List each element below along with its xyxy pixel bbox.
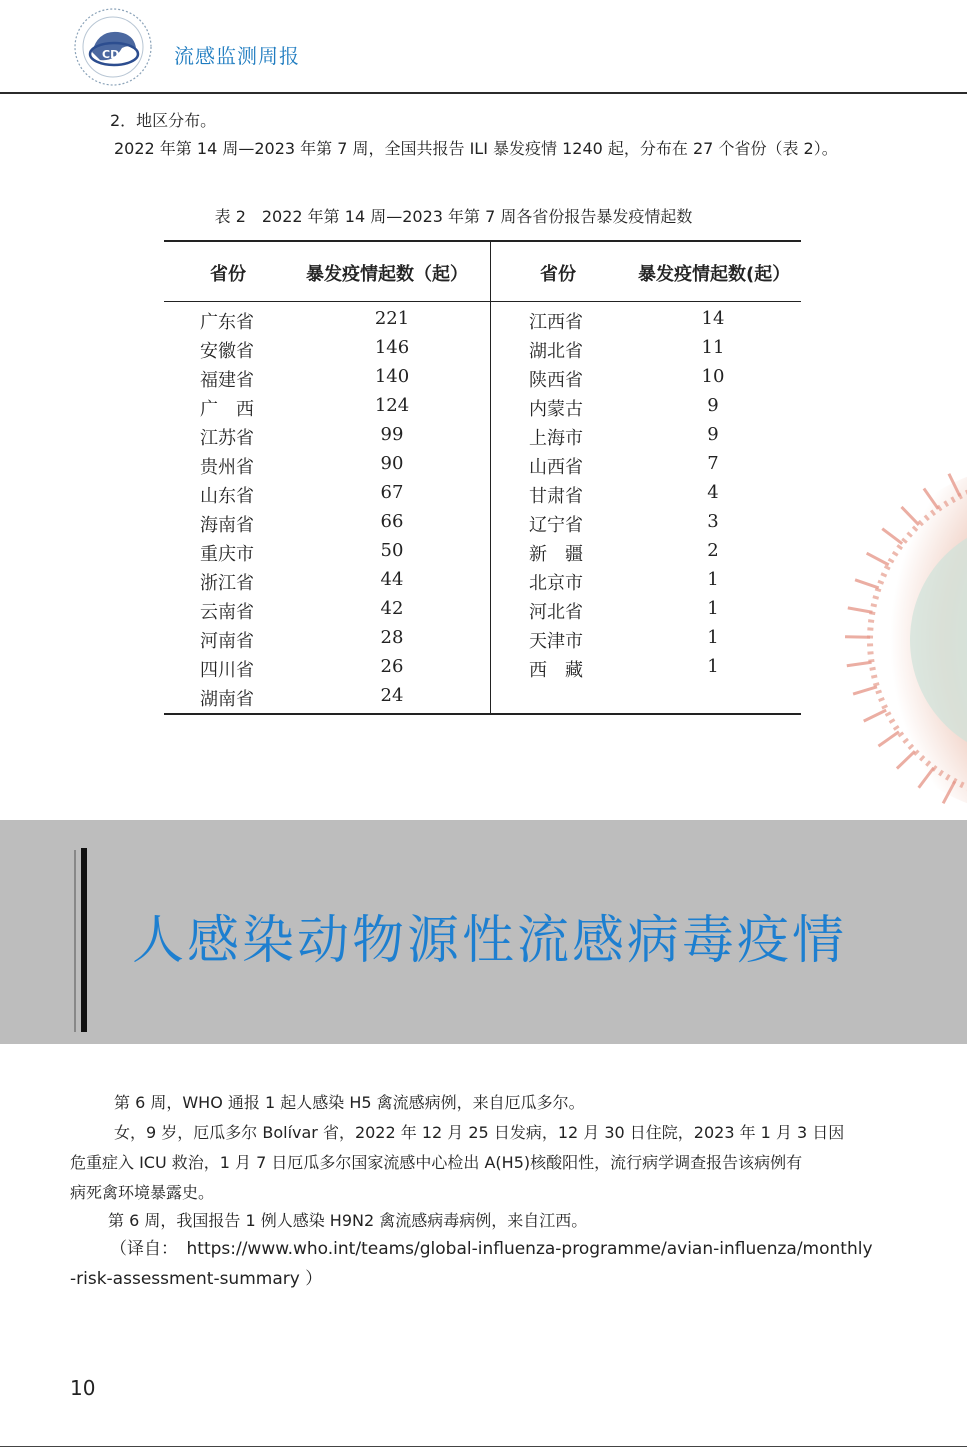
province-cell-right: 甘肃省 <box>529 486 583 507</box>
banner-accent-thick <box>81 848 87 1032</box>
count-cell-right: 14 <box>701 308 725 329</box>
body-paragraph-2-line-2: 危重症入 ICU 救治，1 月 7 日厄瓜多尔国家流感中心检出 A(H5)核酸阳性，流行病学调查报告该病例有 <box>70 1153 803 1172</box>
table-top-rule <box>164 240 801 242</box>
province-cell-left: 海南省 <box>200 515 254 536</box>
header-divider <box>0 92 967 94</box>
body-paragraph-2-line-1: 女，9 岁，厄瓜多尔 Bolívar 省，2022 年 12 月 25 日发病，12 月 30 日住院，2023 年 1 月 3 日因 <box>114 1123 845 1142</box>
count-cell-left: 26 <box>380 656 404 677</box>
footer-divider <box>0 1446 967 1447</box>
province-cell-left: 四川省 <box>200 660 254 681</box>
province-cell-right: 湖北省 <box>529 341 583 362</box>
count-cell-left: 221 <box>374 308 410 329</box>
body-paragraph-3: 第 6 周，我国报告 1 例人感染 H9N2 禽流感病毒病例，来自江西。 <box>108 1211 588 1230</box>
province-cell-right: 河北省 <box>529 602 583 623</box>
province-cell-left: 山东省 <box>200 486 254 507</box>
count-cell-left: 24 <box>380 685 404 706</box>
province-cell-left: 广东省 <box>200 312 254 333</box>
province-cell-right: 陕西省 <box>529 370 583 391</box>
source-link-line-1[interactable]: （译自： https://www.who.int/teams/global-influenza-programme/avian-influenza/monthly <box>110 1239 873 1259</box>
virus-illustration-icon <box>800 470 967 830</box>
header-province-right: 省份 <box>540 264 576 285</box>
province-cell-left: 江苏省 <box>200 428 254 449</box>
province-cell-left: 重庆市 <box>200 544 254 565</box>
section-heading: 2．地区分布。 <box>110 111 217 130</box>
banner-title: 人感染动物源性流感病毒疫情 <box>132 911 848 971</box>
outbreak-table <box>164 240 801 716</box>
count-cell-left: 44 <box>380 569 404 590</box>
count-cell-left: 66 <box>380 511 404 532</box>
header-title: 流感监测周报 <box>174 44 300 68</box>
count-cell-right: 9 <box>707 424 719 445</box>
count-cell-right: 10 <box>701 366 725 387</box>
page-number: 10 <box>70 1376 96 1400</box>
section-summary: 2022 年第 14 周—2023 年第 7 周，全国共报告 ILI 暴发疫情 1240 起，分布在 27 个省份（表 2）。 <box>114 139 838 158</box>
source-link-line-2[interactable]: -risk-assessment-summary ） <box>70 1269 323 1289</box>
table-column-divider <box>490 240 491 715</box>
table-caption <box>0 204 967 227</box>
count-cell-left: 67 <box>380 482 404 503</box>
count-cell-right: 2 <box>707 540 719 561</box>
province-cell-right: 西 藏 <box>529 660 583 681</box>
count-cell-left: 50 <box>380 540 404 561</box>
count-cell-left: 28 <box>380 627 404 648</box>
count-cell-right: 7 <box>707 453 719 474</box>
body-paragraph-2-line-3: 病死禽环境暴露史。 <box>70 1183 215 1202</box>
section-banner <box>0 820 967 1044</box>
province-cell-right: 辽宁省 <box>529 515 583 536</box>
province-cell-left: 湖南省 <box>200 689 254 710</box>
province-cell-left: 福建省 <box>200 370 254 391</box>
province-cell-right: 山西省 <box>529 457 583 478</box>
count-cell-left: 124 <box>374 395 410 416</box>
province-cell-left: 广 西 <box>200 399 254 420</box>
province-cell-left: 河南省 <box>200 631 254 652</box>
page-header <box>0 0 967 96</box>
banner-accent-thin <box>74 850 76 1032</box>
count-cell-right: 9 <box>707 395 719 416</box>
count-cell-left: 146 <box>374 337 410 358</box>
cdc-logo-icon <box>70 4 156 90</box>
header-province-left: 省份 <box>210 264 246 285</box>
province-cell-right: 新 疆 <box>529 544 583 565</box>
count-cell-right: 1 <box>707 627 719 648</box>
count-cell-right: 11 <box>701 337 725 358</box>
province-cell-left: 云南省 <box>200 602 254 623</box>
province-cell-right: 北京市 <box>529 573 583 594</box>
province-cell-left: 贵州省 <box>200 457 254 478</box>
count-cell-right: 3 <box>707 511 719 532</box>
table-header-rule <box>164 301 801 302</box>
count-cell-left: 90 <box>380 453 404 474</box>
province-cell-right: 内蒙古 <box>529 399 583 420</box>
count-cell-right: 1 <box>707 569 719 590</box>
table-bottom-rule <box>164 713 801 715</box>
body-paragraph-1: 第 6 周，WHO 通报 1 起人感染 H5 禽流感病例，来自厄瓜多尔。 <box>114 1093 585 1112</box>
count-cell-left: 42 <box>380 598 404 619</box>
province-cell-right: 江西省 <box>529 312 583 333</box>
header-count-right: 暴发疫情起数(起） <box>638 264 791 285</box>
province-cell-right: 天津市 <box>529 631 583 652</box>
province-cell-left: 安徽省 <box>200 341 254 362</box>
count-cell-right: 4 <box>707 482 719 503</box>
table-caption-text: 表 2 2022 年第 14 周—2023 年第 7 周各省份报告暴发疫情起数 <box>214 207 693 226</box>
count-cell-right: 1 <box>707 598 719 619</box>
logo-text: CDC <box>102 48 128 61</box>
province-cell-right: 上海市 <box>529 428 583 449</box>
header-count-left: 暴发疫情起数（起） <box>306 264 468 285</box>
province-cell-left: 浙江省 <box>200 573 254 594</box>
count-cell-left: 140 <box>374 366 410 387</box>
count-cell-left: 99 <box>380 424 404 445</box>
count-cell-right: 1 <box>707 656 719 677</box>
